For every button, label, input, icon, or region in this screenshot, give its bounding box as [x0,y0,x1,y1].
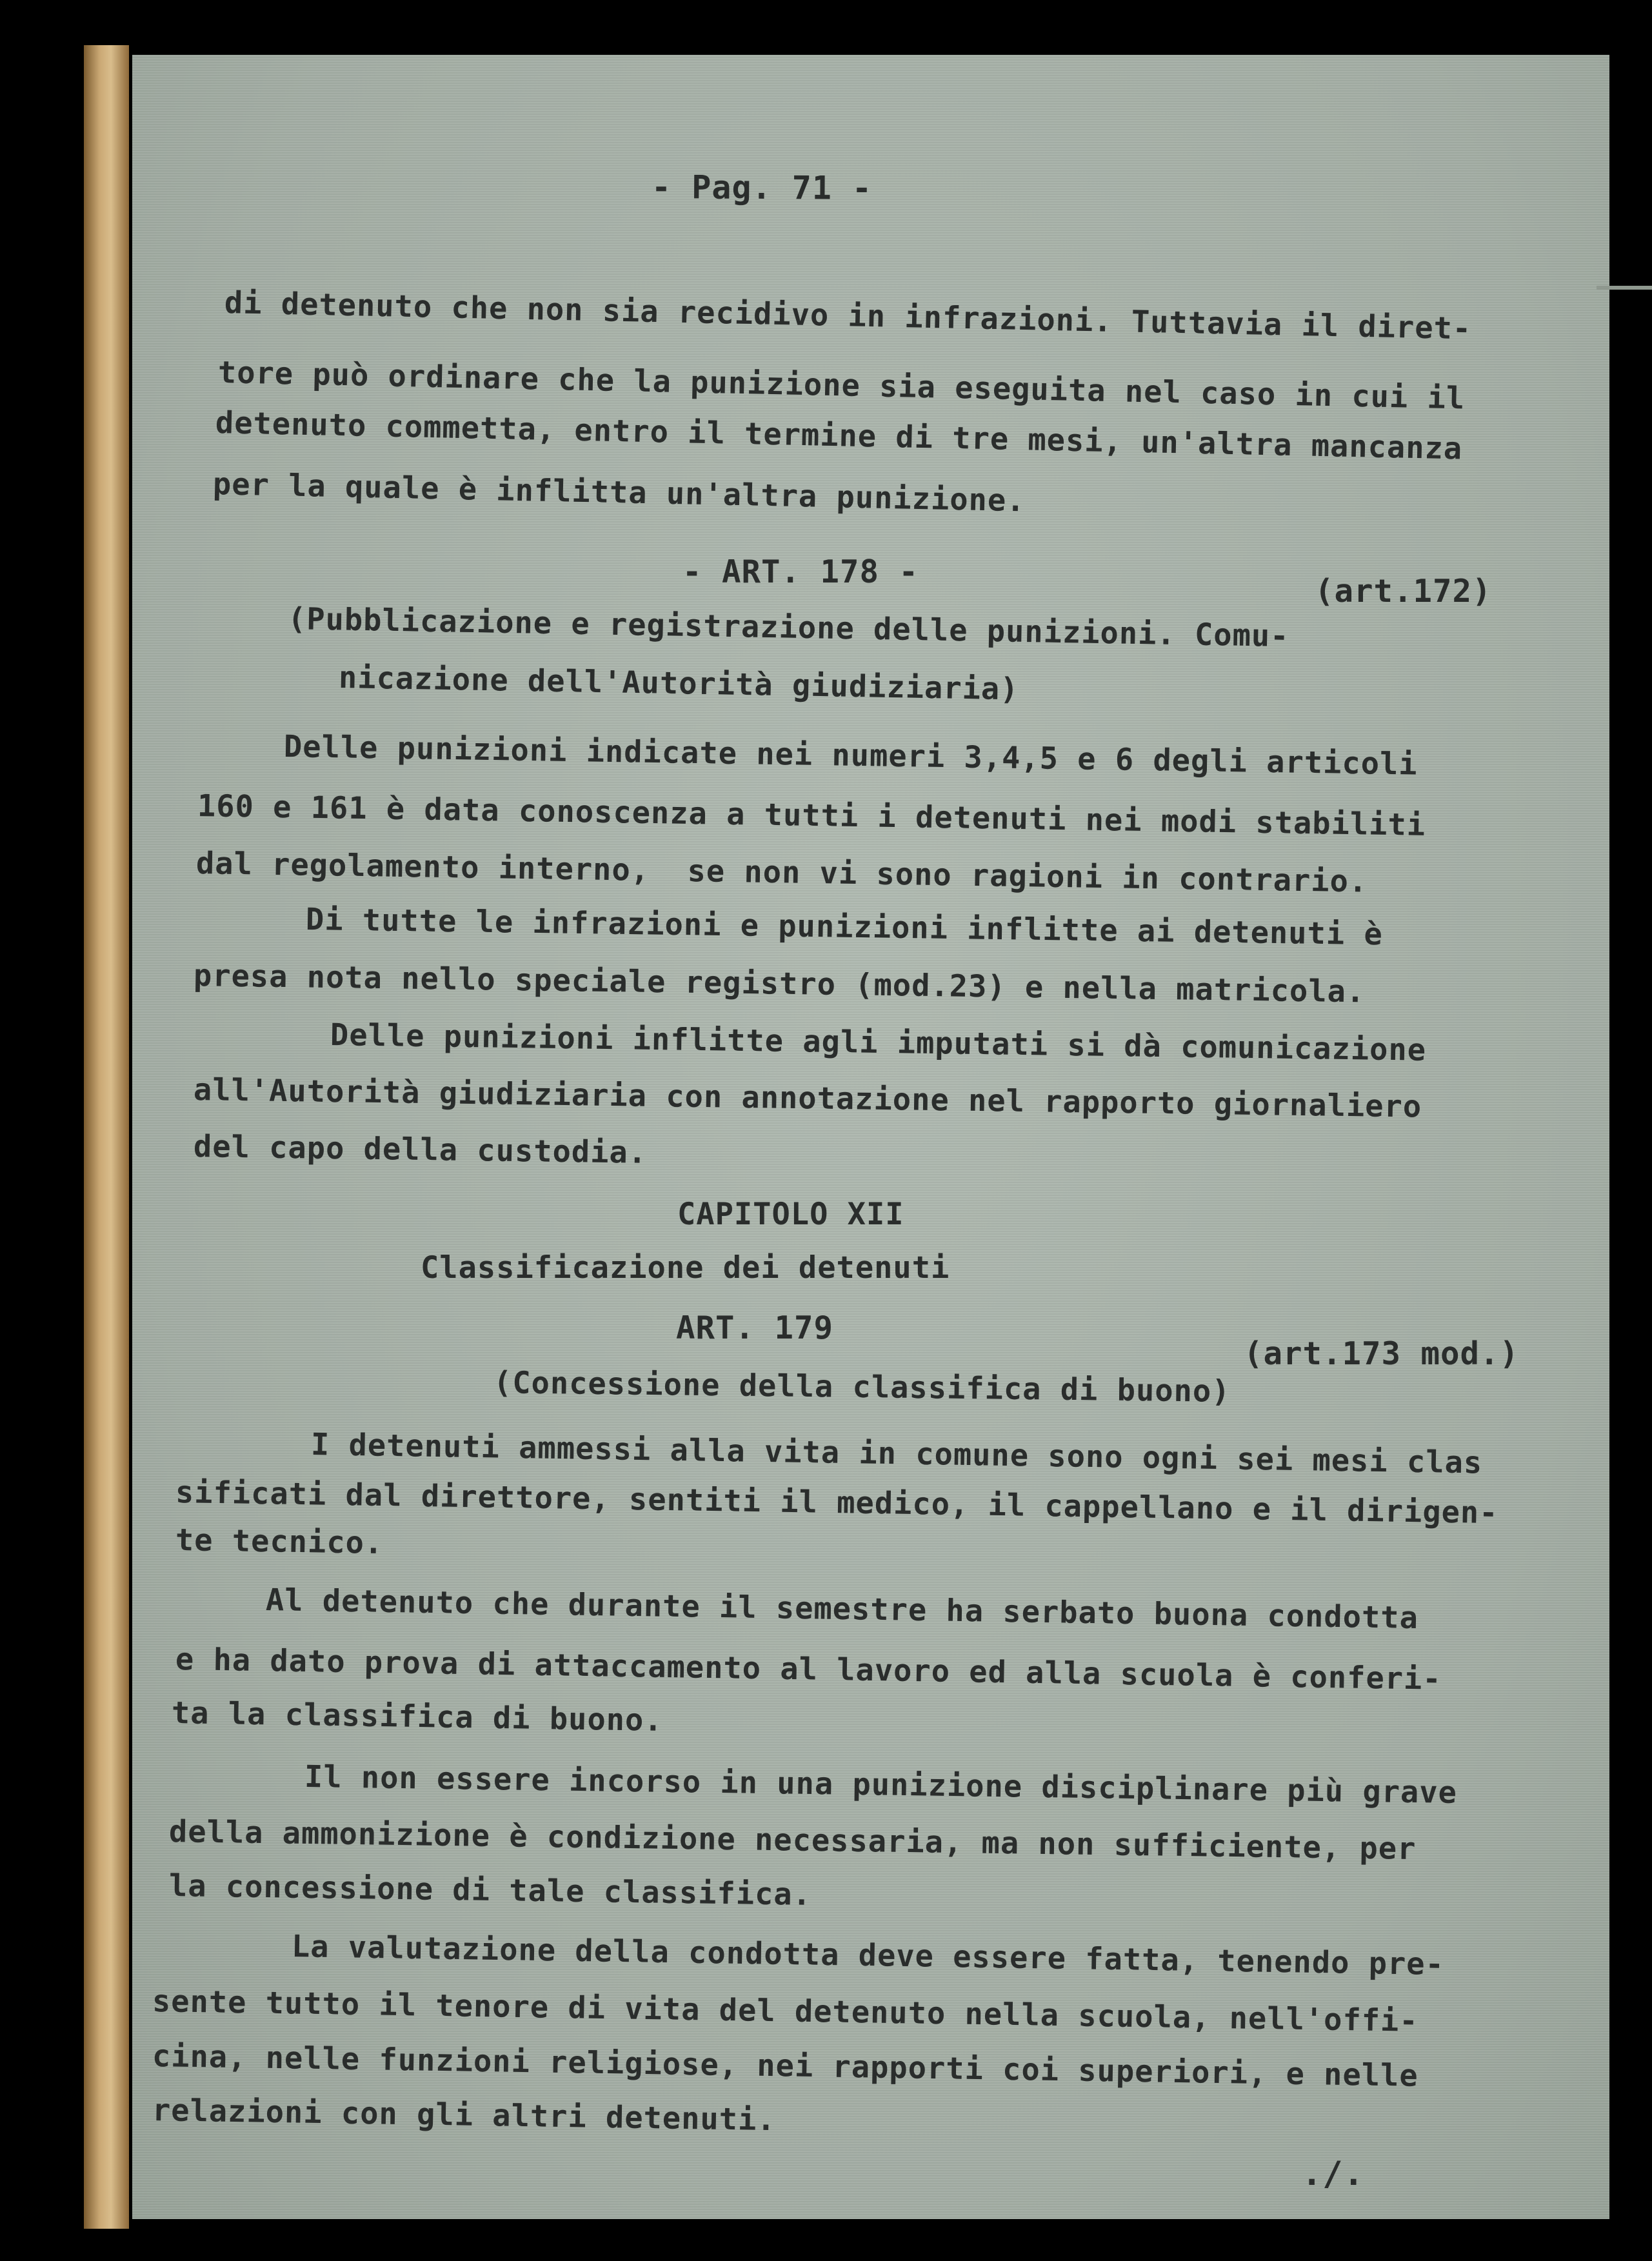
binding-edge [84,45,129,2229]
text-line: ta la classifica di buono. [171,1695,664,1738]
continuation-mark: ./. [1302,2155,1364,2193]
page-header: - Pag. 71 - [651,168,873,207]
text-line: sente tutto il tenore di vita del detenuto nella scuola, nell'offi- [152,1984,1419,2039]
text-line: e ha dato prova di attaccamento al lavoro ed alla scuola è conferi- [175,1642,1442,1697]
article-reference: (art.173 mod.) [1244,1335,1520,1372]
article-heading: ART. 179 [676,1310,834,1346]
article-subtitle: (Pubblicazione e registrazione delle punizioni. Comu- [287,601,1289,655]
text-line: sificati dal direttore, sentiti il medico, il cappellano e il dirigen- [175,1475,1498,1531]
text-line: presa nota nello speciale registro (mod.23) e nella matricola. [193,958,1366,1010]
margin-mark [1597,286,1652,290]
text-line: dal regolamento interno, se non vi sono ragioni in contrario. [195,846,1368,900]
article-subtitle: (Concessione della classifica di buono) [493,1365,1231,1409]
text-line: Di tutte le infrazioni e punizioni inflitte ai detenuti è [305,902,1384,953]
text-line: della ammonizione è condizione necessaria, ma non sufficiente, per [168,1814,1417,1867]
article-subtitle: nicazione dell'Autorità giudiziaria) [338,660,1019,708]
text-line: Il non essere incorso in una punizione disciplinare più grave [304,1759,1458,1811]
chapter-title: Classificazione dei detenuti [421,1250,950,1286]
text-line: 160 e 161 è data conoscenza a tutti i detenuti nei modi stabiliti [197,788,1426,843]
text-line: per la quale è inflitta un'altra punizione. [212,466,1026,519]
text-line: all'Autorità giudiziaria con annotazione nel rapporto giornaliero [193,1072,1422,1125]
text-line: tore può ordinare che la punizione sia eseguita nel caso in cui il [217,355,1466,417]
text-line: del capo della custodia. [193,1129,648,1171]
text-line: Delle punizioni indicate nei numeri 3,4,5 e 6 degli articoli [283,729,1418,782]
text-line: la concessione di tale classifica. [168,1868,812,1913]
text-line: detenuto commetta, entro il termine di tre mesi, un'altra mancanza [215,405,1463,467]
text-line: di detenuto che non sia recidivo in infrazioni. Tuttavia il diret- [224,285,1472,347]
text-line: Al detenuto che durante il semestre ha serbato buona condotta [265,1582,1419,1637]
text-line: Delle punizioni inflitte agli imputati si dà comunicazione [330,1017,1427,1068]
chapter-number: CAPITOLO XII [677,1197,904,1232]
text-line: relazioni con gli altri detenuti. [152,2093,777,2138]
article-heading: - ART. 178 - [682,553,919,590]
text-line: I detenuti ammessi alla vita in comune sono ogni sei mesi clas [310,1427,1483,1481]
article-reference: (art.172) [1315,573,1492,610]
text-line: cina, nelle funzioni religiose, nei rapporti coi superiori, e nelle [152,2038,1419,2094]
text-line: La valutazione della condotta deve essere fatta, tenendo pre- [291,1929,1445,1983]
text-line: te tecnico. [175,1522,384,1562]
